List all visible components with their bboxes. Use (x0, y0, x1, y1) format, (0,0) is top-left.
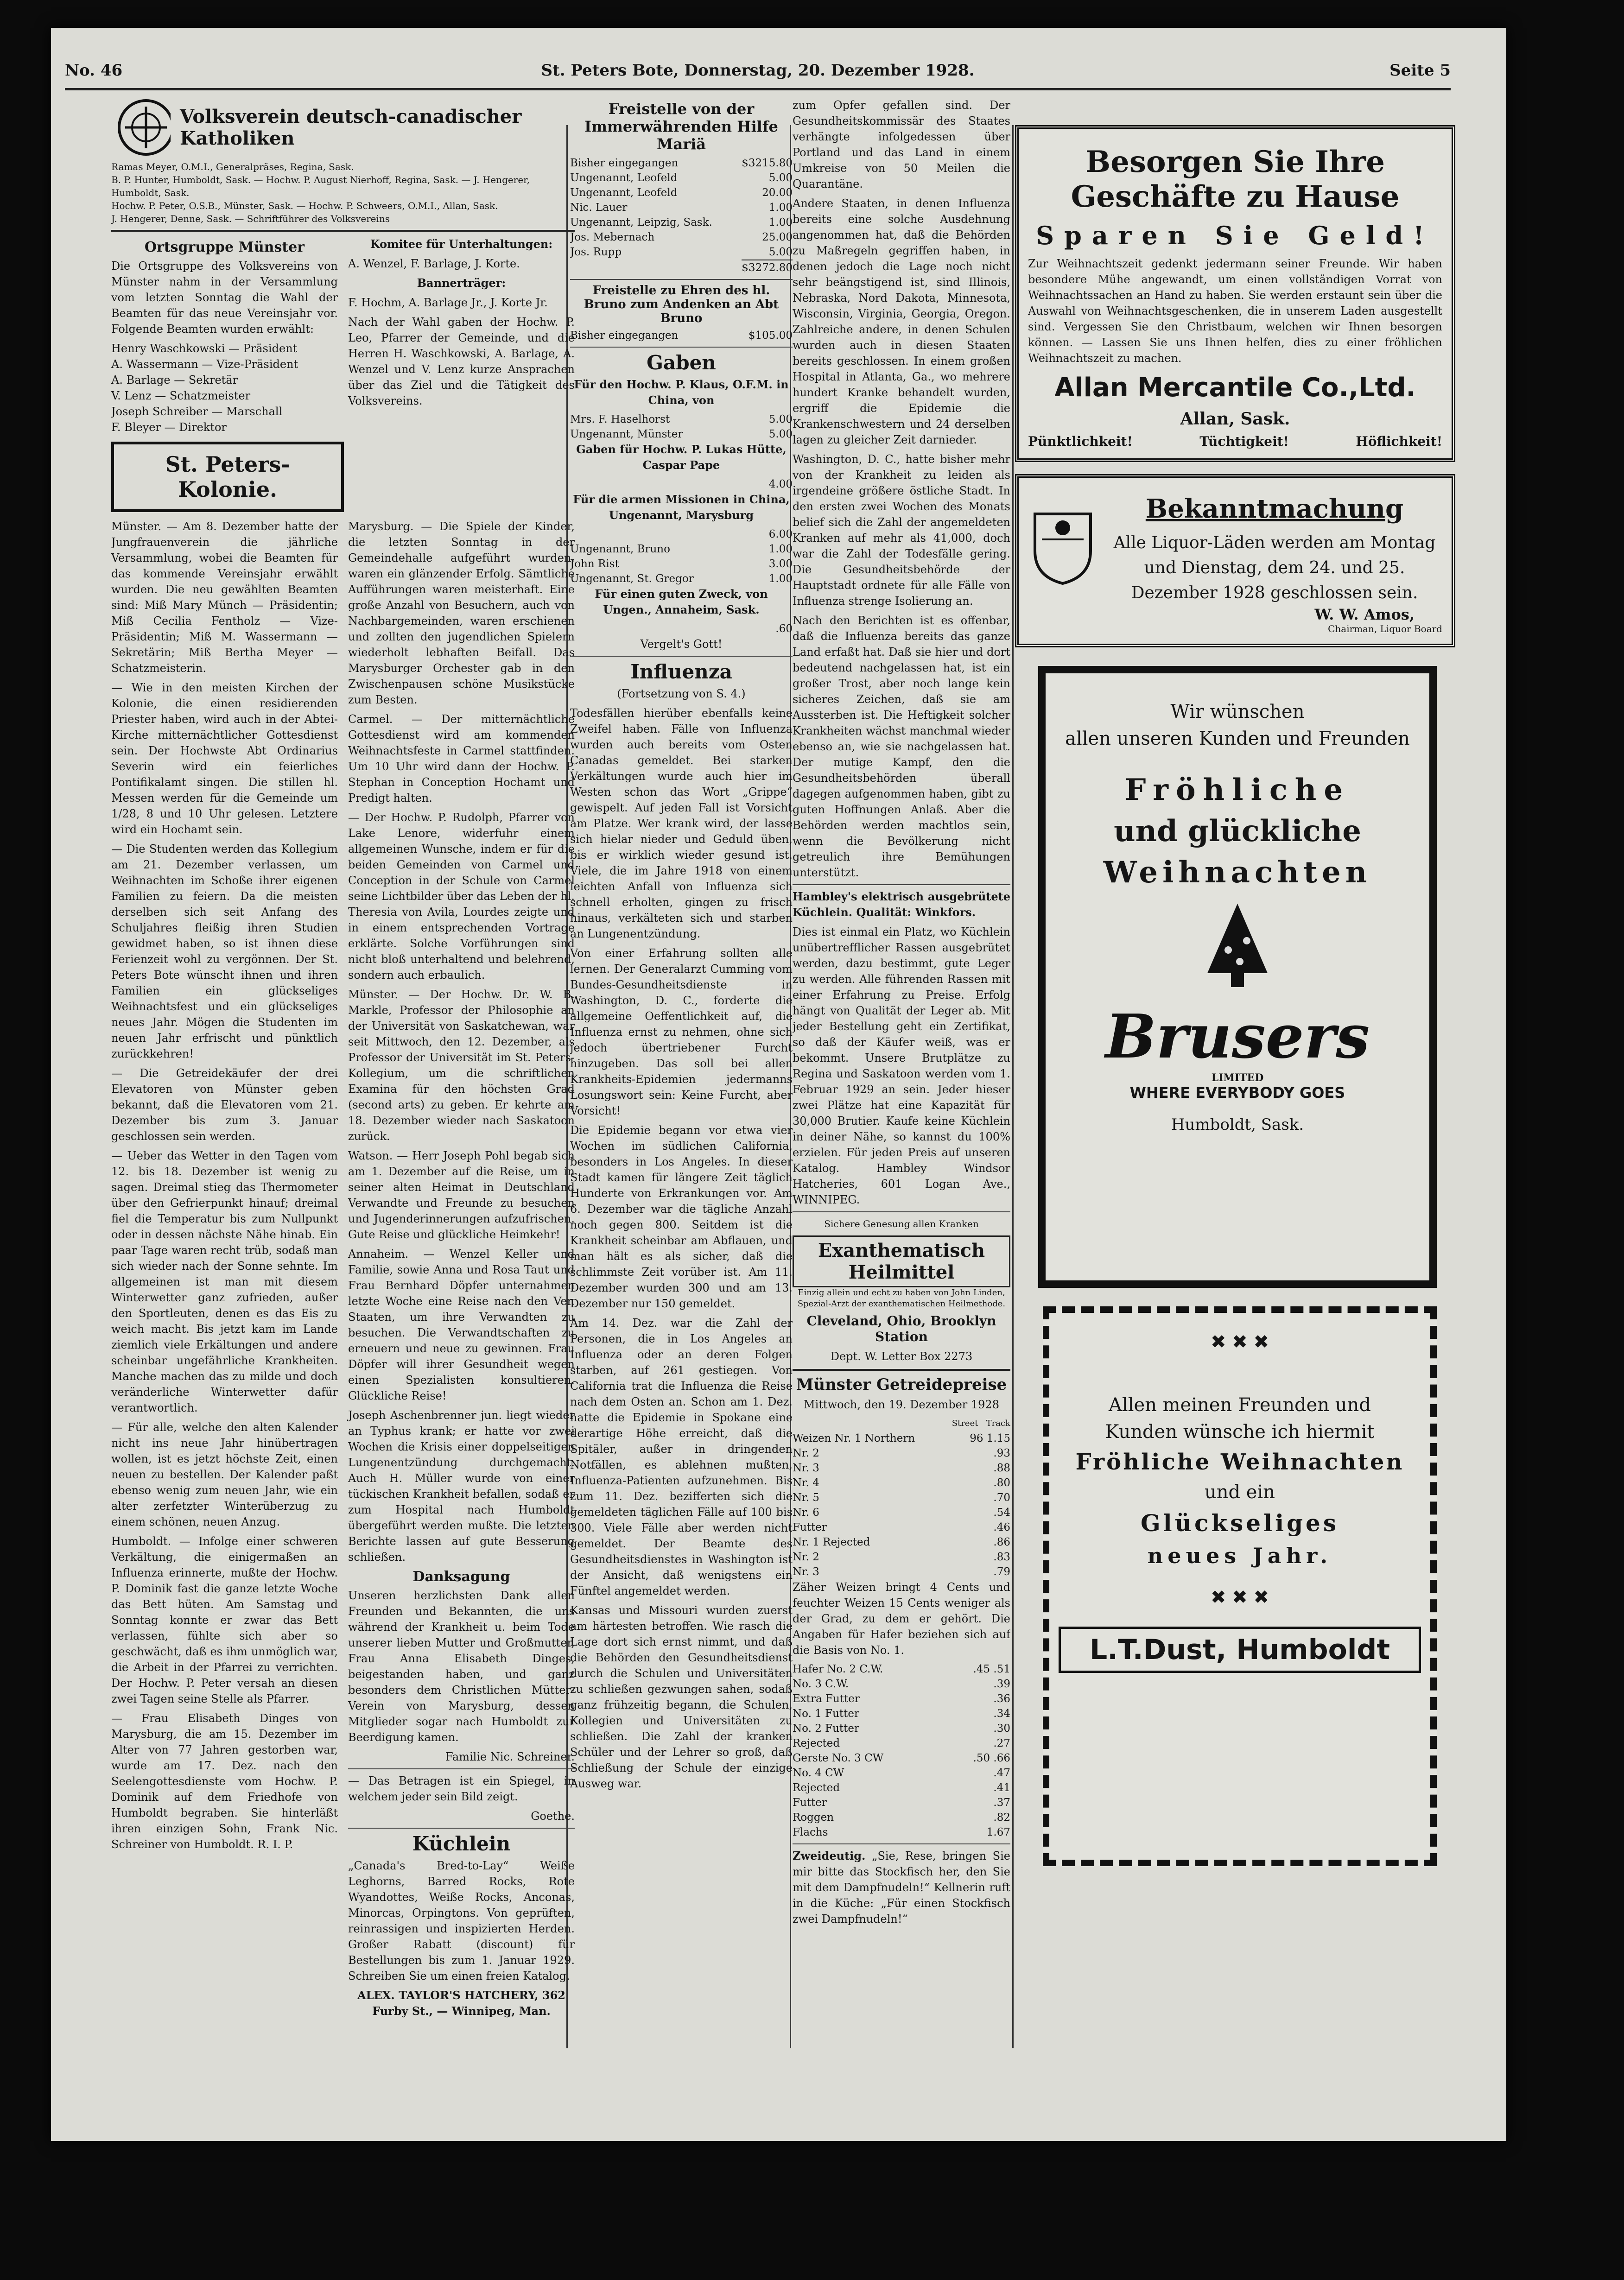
heilmittel-small: Einzig allein und echt zu haben von John Linden, Spezial-Arzt der exanthematischen Heilmethode. (797, 1288, 1006, 1309)
divider (793, 1369, 1010, 1371)
freistelle-row: Ungenannt, Leipzig, Sask. 1.00 (570, 216, 793, 228)
quote: — Das Betragen ist ein Spiegel, in welchem jeder sein Bild zeigt. (348, 1774, 575, 1803)
price-row: Roggen .82 (793, 1811, 1010, 1824)
preise-table-2 (793, 1662, 1010, 1840)
kolonie-para: Carmel. — Der mitternächtliche Gottesdienst wird am kommenden Weihnachtsfeste in Carmel stattfinden. Um 10 Uhr wird dann der Hochw. P. Stephan in Conception Hochamt und Predigt halten. (348, 713, 575, 804)
allan-text: Zur Weihnachtszeit gedenkt jedermann seiner Freunde. Wir haben besondere Mühe angewandt, um einen vollständigen Vorrat von Weihnachtssachen an Hand zu haben. Sie werden erstaunt sein über die Auswahl von Weihnachtsgeschenken, die in unserem Laden ausgestellt sind. Vergessen Sie den Christbaum, welchen wir Ihnen besorgen können. — Lassen Sie uns Ihnen helfen, dies zu einer fröhlichen Weihnachtszeit zu machen. (1028, 257, 1442, 365)
officer: A. Barlage — Sekretär (111, 374, 238, 386)
price-row: Futter .37 (793, 1797, 1010, 1809)
gaben-row: Ungenannt, Münster 5.00 (570, 428, 793, 440)
influenza-subtitle: (Fortsetzung von S. 4.) (617, 687, 746, 700)
brusers-froehliche: Fröhliche (1124, 773, 1351, 807)
allan-name: Allan Mercantile Co.,Ltd. (1054, 373, 1416, 403)
price-row: Extra Futter .36 (793, 1693, 1010, 1705)
liquor-text: Alle Liquor-Läden werden am Montag und Dienstag, dem 24. und 25. Dezember 1928 geschlossen sein. (1113, 533, 1436, 602)
freistelle-row: Nic. Lauer 1.00 (570, 202, 793, 214)
hambley-title: Hambley's elektrisch ausgebrütete Küchlein. Qualität: Winkfors. (793, 890, 1010, 919)
price-row: Nr. 2 .93 (793, 1447, 1010, 1459)
allan-title: Besorgen Sie Ihre Geschäfte zu Hause (1071, 145, 1400, 214)
price-row: Weizen Nr. 1 Northern 96 1.15 (793, 1432, 1010, 1444)
divider (570, 347, 793, 348)
price-row: Nr. 5 .70 (793, 1492, 1010, 1504)
gaben-head: Gaben für Hochw. P. Lukas Hütte, Caspar Pape (576, 443, 787, 472)
dust-name: L.T.Dust, Humboldt (1059, 1627, 1421, 1673)
price-row: Nr. 4 .80 (793, 1477, 1010, 1489)
freistelle-row: Jos. Rupp 5.00 (570, 246, 793, 258)
volksverein-officers (111, 160, 575, 225)
heilmittel-title: Exanthematisch Heilmittel (793, 1235, 1010, 1287)
zweidentig-text: „Sie, Rese, bringen Sie mir bitte das Stockfisch her, den Sie mit dem Dampfnudeln!“ Kellnerin ruft in die Küche: „Für einen Stockfisch zwei Dampfnudeln!“ (793, 1849, 1010, 1925)
brusers-gluckliche: und glückliche (1114, 814, 1361, 849)
price-row: No. 4 CW .47 (793, 1767, 1010, 1779)
kolonie-para: Humboldt. — Infolge einer schweren Verkältung, die einigermaßen an Influenza erinnerte, mußte der Hochw. P. Dominik fast die ganze letzte Woche das Bett hüten. Am Samstag und Sonntag konnte er zwar das Bett verlassen, fühlte sich aber so geschwächt, daß es ihm unmöglich war, die Arbeit in der Pfarrei zu verrichten. Der Hochw. P. Peter versah an diesen zwei Tagen seine Stelle als Pfarrer. (111, 1535, 338, 1705)
dust-line2: Kunden wünsche ich hiermit (1105, 1421, 1375, 1443)
banner-names: F. Hochm, A. Barlage Jr., J. Korte Jr. (348, 296, 548, 309)
hambley-text: Dies ist einmal ein Platz, wo Küchlein unübertrefflicher Rassen ausgebrütet werden, dazu bestimmt, gute Leger zu werden. Alle führenden Rassen mit einer Erfahrung zu Preise. Erfolg hängt von Qualität der Leger ab. Mit jeder Bestellung geht ein Zertifikat, so daß der Käufer weiß, was er bekommt. Unsere Brutplätze zu Regina und Saskatoon werden vom 1. Februar 1929 an sein. Jeder hieser zwei Plätze hat eine Kapazität für 30,000 Brutier. Kaufe keine Küchlein in deiner Nähe, so kannst du 100% erzielen. Für jeden Preis auf unseren Katalog. Hambley Windsor Hatcheries, 601 Logan Ave., WINNIPEG. (793, 925, 1010, 1206)
volksverein-line: B. P. Hunter, Humboldt, Sask. — Hochw. P. August Nierhoff, Regina, Sask. — J. Hengerer, Humboldt, Sask. (111, 174, 530, 198)
kolonie-para: — Frau Elisabeth Dinges von Marysburg, die am 15. Dezember im Alter von 77 Jahren gestorben war, wurde am 17. Dez. nach den Seelengottesdienste vom Hochw. P. Dominik auf dem Friedhofe von Humboldt begraben. Sie hinterläßt ihren einzigen Sohn, Frank Nic. Schreiner von Humboldt. R. I. P. (111, 1712, 338, 1851)
price-row: Flachs 1.67 (793, 1826, 1010, 1838)
preise-col-heads: Street Track (952, 1419, 1010, 1428)
dust-line6: neues Jahr. (1147, 1543, 1332, 1568)
kolonie-para: Watson. — Herr Joseph Pohl begab sich am 1. Dezember auf die Reise, um in seiner alten Heimat in Deutschland Verwandte und Freunde zu besuchen und Jugenderinnerungen aufzufrischen. Gute Reise und glückliche Heimkehr! (348, 1149, 575, 1241)
kolonie-para: — Wie in den meisten Kirchen der Kolonie, die einen residierenden Priester haben, wird auch in der Abtei-Kirche mitternächtlicher Gottesdienst sein. Der Hochwste Abt Ordinarius Severin wird ein feierliches Pontifikalamt singen. Die stillen hl. Messen werden für die Gemeinde um 1/28, 8 und 10 Uhr gelesen. Letztere wird ein Hochamt sein. (111, 681, 338, 836)
crest-icon (1028, 507, 1097, 586)
price-row: Rejected .41 (793, 1782, 1010, 1794)
divider (793, 1843, 1010, 1844)
divider (570, 279, 793, 280)
influenza-title: Influenza (630, 660, 732, 683)
volksverein-line: J. Hengerer, Denne, Sask. — Schriftführer des Volksvereins (111, 213, 390, 224)
allan-slogans: Pünktlichkeit! Tüchtigkeit! Höflichkeit! (1028, 434, 1442, 449)
price-row: Nr. 6 .54 (793, 1507, 1010, 1519)
kolonie-para: — Für alle, welche den alten Kalender nicht ins neue Jahr hinübertragen wollen, ist es jetzt höchste Zeit, einen neuen zu bestellen. Der Kalender paßt ebenso wenig zum neuen Jahr, wie ein alter zerfetzter Winterüberzug zu einem schönen, neuen Anzug. (111, 1421, 338, 1528)
brusers-limited: LIMITED (1211, 1072, 1264, 1084)
divider (793, 1211, 1010, 1212)
officer: F. Bleyer — Direktor (111, 421, 227, 434)
volksverein-title: Volksverein deutsch-canadischer Katholiken (179, 106, 522, 149)
col3-para: Nach den Berichten ist es offenbar, daß die Influenza bereits das ganze Land erfaßt hat. Daß sie hier und dort bedeutend nachgelassen hat, ist ein großer Trost, aber noch lange kein sicheres Zeichen, daß sie am Aussterben ist. Die Heftigkeit solcher Krankheiten wächst manchmal wieder ebenso an, wie sie nachgelassen hat. Der mutige Kampf, den die Gesundheitsbehörden überall dagegen aufgenommen haben, gibt zu guten Hoffnungen Anlaß. Aber die Behörden werden machtlos sein, wenn die Bevölkerung nicht getreulich ihre Bemühungen unterstützt. (793, 614, 1010, 879)
divider (570, 656, 793, 657)
dust-stars: ✖ ✖ ✖ (1211, 1331, 1269, 1353)
influenza-para: Kansas und Missouri wurden zuerst am härtesten betroffen. Wie rasch die Lage dort sich ernst nimmt, und daß die Behörden den Gesundheitsdienst durch die Schulen und Universitäten zu schließen gezwungen sahen, sodaß ganz frühzeitig begann, die Schulen, Kollegien und Universitäten zu schließen. Die Zahl der kranken Schüler und der Lehrer so groß, daß Schließung der Schule der einzige Ausweg war. (570, 1604, 793, 1790)
price-row: No. 1 Futter .34 (793, 1708, 1010, 1720)
kuechlein-title: Küchlein (412, 1832, 511, 1855)
heilmittel-top: Sichere Genesung allen Kranken (824, 1218, 979, 1229)
column-rule (1012, 125, 1014, 2048)
brusers-logo: Brusers (1105, 1001, 1370, 1072)
kolonie-columns (111, 519, 575, 2023)
brusers-weihnachten: Weihnachten (1103, 855, 1372, 890)
liquor-title: Bekanntmachung (1145, 494, 1404, 524)
brusers-customers: allen unseren Kunden und Freunden (1065, 728, 1410, 749)
price-row: Hafer No. 2 C.W. .45 .51 (793, 1663, 1010, 1675)
danksagung-sign: Familie Nic. Schreiner. (445, 1750, 575, 1763)
gaben-row: 6.00 (768, 528, 793, 540)
liquor-name: W. W. Amos, (1314, 606, 1415, 623)
kolonie-para: Joseph Aschenbrenner jun. liegt wieder an Typhus krank; er hatte vor zwei Wochen die Krisis einer doppelseitigen Lungenentzündung durchgemacht. Auch H. Müller wurde von einer tückischen Krankheit befallen, sodaß er zum Hospital nach Humboldt übergeführt werden mußte. Die letzten Berichte lassen auf gute Besserung schließen. (348, 1409, 575, 1564)
kolonie-para: Münster. — Am 8. Dezember hatte der Jungfrauenverein die jährliche Versammlung, wobei die Beamten für das kommende Vereinsjahr erwählt wurden. Die neu gewählten Beamten sind: Miß Mary Münch — Präsidentin; Miß Cecilia Fentholz — Vize-Präsidentin; Miß M. Wassermann — Sekretärin; Miß Bertha Meyer — Schatzmeisterin. (111, 520, 338, 675)
freistelle-list (570, 156, 793, 260)
kolonie-para: Annaheim. — Wenzel Keller und Familie, sowie Anna und Rosa Taut und Frau Bernhard Döpfer unternahmen letzte Woche eine Reise nach den Ver. Staaten, um ihre Verwandten zu besuchen. Die Verwandtschaften zu erneuern und neue zu gewinnen. Frau Döpfer will ihrer Gesundheit wegen einen Spezialisten konsultieren. Glückliche Reise! (348, 1248, 575, 1402)
dust-ad (1043, 1306, 1437, 1866)
kolonie-title-box (111, 442, 344, 512)
gaben-row: Mrs. F. Haselhorst 5.00 (570, 413, 793, 425)
masthead-line: St. Peters Bote, Donnerstag, 20. Dezember 1928. (541, 61, 975, 80)
bruno-row: Bisher eingegangen $105.00 (570, 329, 793, 342)
kuechlein-text: „Canada's Bred-to-Lay“ Weiße Leghorns, Barred Rocks, Rote Wyandottes, Weiße Rocks, Anconas, Minorcas, Orpingtons. Von geprüften, reinrassigen und inspizierten Herden. Großer Rabatt (discount) für Bestellungen bis zum 1. Januar 1929. Schreiben Sie um einen freien Katalog. (348, 1859, 575, 1982)
gaben-row: Ungenannt, Bruno 1.00 (570, 543, 793, 555)
divider (348, 1768, 575, 1769)
freistelle-row: Ungenannt, Leofeld 20.00 (570, 187, 793, 199)
brusers-wish: Wir wünschen (1170, 701, 1305, 722)
kolonie-para: Marysburg. — Die Spiele der Kinder, die letzten Sonntag in der Gemeindehalle aufgeführt wurden, waren ein glänzender Erfolg. Sämtliche Aufführungen waren meisterhaft. Eine große Anzahl von Besuchern, auch von Nachbargemeinden, waren erschienen und zollten den jugendlichen Spielern wiederholt lebhaften Beifall. Das Marysburger Orchester gab in den Zwischenpausen schöne Musikstücke zum Besten. (348, 520, 575, 706)
price-row: Nr. 3 .79 (793, 1566, 1010, 1578)
gaben-head: Für den Hochw. P. Klaus, O.F.M. in China, von (574, 378, 789, 407)
officer: Henry Waschkowski — Präsident (111, 342, 298, 355)
freistelle-row: Ungenannt, Leofeld 5.00 (570, 172, 793, 184)
quote-author: Goethe. (531, 1810, 575, 1823)
danksagung-title: Danksagung (412, 1569, 510, 1585)
kuechlein-address: ALEX. TAYLOR'S HATCHERY, 362 Furby St., — Winnipeg, Man. (357, 1989, 565, 2018)
column-kolonie (111, 97, 575, 2023)
officer: V. Lenz — Schatzmeister (111, 389, 251, 402)
dust-line5: Glückseliges (1140, 1509, 1339, 1537)
gaben-head: Für einen guten Zweck, von Ungen., Annaheim, Sask. (595, 587, 768, 616)
gaben-row: John Rist 3.00 (570, 558, 793, 570)
divider (348, 1828, 575, 1829)
liquor-role: Chairman, Liquor Board (1328, 623, 1442, 634)
brusers-ad (1038, 666, 1437, 1288)
influenza-para: Todesfällen hierüber ebenfalls keine Zweifel haben. Fälle von Influenza wurden auch bereits vom Osten Canadas gemeldet. Bei starken Verkältungen wurde auch hier im Westen schon das Wort „Grippe“ gewispelt. Auf jeden Fall ist Vorsicht am Platze. Wer krank wird, der lasse sich hielar nieder und Geduld üben, bis er wirklich wieder gesund ist. Viele, die im Jahre 1918 von einem leichten Anfall von Influenza sich schnell erholten, gingen zu frisch hinaus, verkälteten sich und starben an Lungenentzündung. (570, 707, 793, 940)
komitee-title: Komitee für Unterhaltungen: (370, 237, 553, 251)
ortsgruppe-title: Ortsgruppe Münster (144, 239, 305, 255)
kolonie-title: St. Peters-Kolonie. (165, 452, 290, 502)
gaben-title: Gaben (647, 351, 716, 374)
volksverein-line: Ramas Meyer, O.M.I., Generalpräses, Regina, Sask. (111, 161, 354, 172)
officer: A. Wassermann — Vize-Präsident (111, 358, 298, 371)
brusers-slogan: WHERE EVERYBODY GOES (1129, 1084, 1345, 1102)
heilmittel-address: Cleveland, Ohio, Brooklyn Station (806, 1313, 996, 1344)
danksagung-text: Unseren herzlichsten Dank allen Freunden und Bekannten, die uns während der Krankheit u. beim Tode unserer lieben Mutter und Großmutter, Frau Anna Elisabeth Dinges, beigestanden haben, und ganz besonders dem Christlichen Mütter-Verein von Marysburg, dessen Mitglieder sogar nach Humboldt zur Beerdigung kamen. (348, 1589, 575, 1744)
ortsgruppe-section (111, 236, 575, 435)
col3-para: Andere Staaten, in denen Influenza bereits eine solche Ausdehnung angenommen hat, daß die Behörden zu Maßregeln gegriffen haben, in denen jedoch die Lage noch nicht sehr beängstigend ist, sind Illinois, Nebraska, Nord Dakota, Minnesota, Wisconsin, Virginia, Georgia, Oregon. Zahlreiche andere, in denen Schulen wurden auch in diesen Staaten bereits geschlossen. In einem großen Hospital in Atlanta, Ga., wo mehrere hundert Kranke behandelt wurden, ergriff die Epidemie die Krankenschwestern und 24 derselben lagen zu gleicher Zeit darnieder. (793, 197, 1010, 446)
divider (793, 884, 1010, 885)
preise-note: Zäher Weizen bringt 4 Cents und feuchter Weizen 15 Cents weniger als der Grad, zu dem er gehört. Die Angaben für Hafer beziehen sich auf die Basis von No. 1. (793, 1581, 1010, 1657)
influenza-para: Am 14. Dez. war die Zahl der Personen, die in Los Angeles an Influenza oder an deren Folgen starben, auf 261 gestiegen. Von California trat die Influenza die Reise nach dem Osten an. Schon am 1. Dez. hatte die Epidemie in Spokane eine derartige Höhe erreicht, daß die Spitäler, außer in dringenden Notfällen, es ablehnen mußten, Influenza-Patienten aufzunehmen. Bis zum 11. Dez. bezifferten sich die gemeldeten täglichen Fälle auf 100 bis 300. Viele Fälle aber werden nicht gemeldet. Der Beamte des Gesundheitsdienstes in Washington ist der Ansicht, daß wenigstens ein Fünftel angemeldet werden. (570, 1317, 793, 1597)
kolonie-para: — Ueber das Wetter in den Tagen vom 12. bis 18. Dezember ist wenig zu sagen. Dreimal stieg das Thermometer über den Gefrierpunkt hinauf; dreimal fiel die Temperatur bis zum Nullpunkt oder in dessen nächste Nähe hinab. Ein paar Tage waren recht trüb, sodaß man sich wieder nach der Sonne sehnte. Im allgemeinen ist man mit diesem Winterwetter ganz zufrieden, außer den Sportleuten, denen es das Eis zu weich macht. Bis jetzt kam im Lande ziemlich viele Erkältungen und andere scheinbar ungefährliche Krankheiten. Manche machen das zu milde und doch veränderliche Winterwetter dafür verantwortlich. (111, 1149, 338, 1414)
column-influenza (793, 97, 1010, 1931)
preise-date: Mittwoch, den 19. Dezember 1928 (804, 1398, 999, 1411)
price-row: Nr. 3 .88 (793, 1462, 1010, 1474)
gaben-thanks: Vergelt's Gott! (640, 638, 723, 651)
volksverein-line: Hochw. P. Peter, O.S.B., Münster, Sask. — Hochw. P. Schweers, O.M.I., Allan, Sask. (111, 200, 498, 211)
volksverein-header (111, 97, 575, 158)
column-gaben (570, 97, 793, 1795)
ortsgruppe-after: Nach der Wahl gaben der Hochw. P. Leo, Pfarrer der Gemeinde, und die Herren H. Waschkowski, A. Barlage, A. Wenzel und V. Lenz kurze Ansprachen über das Ziel und die Tätigkeit des Volksvereins. (348, 316, 575, 407)
col3-para: Washington, D. C., hatte bisher mehr von der Krankheit zu leiden als irgendeine größere östliche Stadt. In den ersten zwei Wochen des Monats belief sich die Zahl der angemeldeten Kranken auf mehr als 41,000, doch war die Zahl der Todesfälle gering. Die Gesundheitsbehörde der Hauptstadt ordnete für alle Fälle von Influenza strenge Isolierung an. (793, 453, 1010, 608)
bruno-title: Freistelle zu Ehren des hl. Bruno zum Andenken an Abt Bruno (584, 284, 779, 325)
total-value: $3272.80 (742, 260, 793, 275)
kolonie-para: — Die Getreidekäufer der drei Elevatoren von Münster geben bekannt, daß die Elevatoren vom 21. Dezember bis zum 3. Januar geschlossen sein werden. (111, 1067, 338, 1143)
allan-mercantile-ad (1015, 125, 1455, 462)
ortsgruppe-intro: Die Ortsgruppe des Volksvereins von Münster nahm in der Versammlung vom letzten Sonntag die Wahl der Beamten für das neue Vereinsjahr vor. Folgende Beamten wurden erwählt: (111, 260, 338, 336)
gaben-row: 4.00 (768, 478, 793, 490)
christmas-tree-icon (1200, 899, 1275, 992)
kolonie-para: — Der Hochw. P. Rudolph, Pfarrer von Lake Lenore, widerfuhr einem allgemeinen Wunsche, indem er für die beiden Gemeinden von Carmel und Conception in der Schule von Carmel seine Lichtbilder über das Leben der hl. Theresia von Avila, Lourdes zeigte und in einem entsprechenden Vortrage erklärte. Solche Vorführungen sind nicht bloß unterhaltend und belehrend, sondern auch erbaulich. (348, 811, 575, 982)
price-row: Nr. 2 .83 (793, 1551, 1010, 1563)
page-header (65, 56, 1451, 90)
dust-line4: und ein (1204, 1482, 1275, 1503)
price-row: Gerste No. 3 CW .50 .66 (793, 1752, 1010, 1764)
freistelle-row: Bisher eingegangen $3215.80 (570, 157, 793, 169)
column-ads (1015, 97, 1455, 1866)
price-row: Rejected .27 (793, 1737, 1010, 1749)
price-row: No. 2 Futter .30 (793, 1723, 1010, 1735)
preise-table (793, 1431, 1010, 1579)
page-number: Seite 5 (1389, 61, 1451, 80)
preise-title: Münster Getreidepreise (796, 1375, 1007, 1394)
banner-title: Bannerträger: (417, 276, 506, 290)
gaben-list (570, 377, 793, 636)
gaben-row: .60 (775, 623, 793, 635)
freistelle-row: Jos. Mebernach 25.00 (570, 231, 793, 243)
kolonie-para: — Die Studenten werden das Kollegium am 21. Dezember verlassen, um Weihnachten im Schoße ihrer eigenen Familien zu feiern. Da die meisten derselben sich seit Anfang des Schuljahres fleißig ihren Studien gewidmet haben, so ist ihnen diese Ferienzeit wohl zu vergönnen. Der St. Peters Bote wünscht ihnen und ihren Familien ein glückseliges Weihnachtsfest und ein glückseliges neues Jahr. Mögen die Studenten im neuen Jahr erfrischt und pünktlich zurückkehren! (111, 842, 338, 1060)
dust-stars-2: ✖ ✖ ✖ (1211, 1587, 1269, 1608)
gaben-head: Für die armen Missionen in China, Ungenannt, Marysburg (573, 493, 790, 522)
dust-line3: Fröhliche Weihnachten (1075, 1449, 1404, 1475)
divider (111, 230, 575, 232)
komitee-names: A. Wenzel, F. Barlage, J. Korte. (348, 257, 520, 270)
freistelle-total (570, 260, 793, 275)
freistelle-title: Freistelle von der Immerwährenden Hilfe Mariä (584, 100, 778, 153)
price-row: Futter .46 (793, 1521, 1010, 1533)
influenza-para: Die Epidemie begann vor etwa vier Wochen im südlichen California, besonders in Los Angeles. In dieser Stadt kamen für längere Zeit täglich Hunderte von Erkrankungen vor. Am 6. Dezember war die tägliche Anzahl noch gegen 800. Seitdem ist die Krankheit scheinbar am Abflauen, und man hält es als sicher, daß die schlimmste Zeit vorüber ist. Am 11. Dezember wurden 300 und am 13. Dezember nur 150 gemeldet. (570, 1124, 793, 1310)
influenza-para: Von einer Erfahrung sollten alle lernen. Der Generalarzt Cumming vom Bundes-Gesundheitsdienste in Washington, D. C., forderte die allgemeine Oeffentlichkeit auf, die Influenza ernst zu nehmen, ohne sich jedoch übertriebener Furcht hinzugeben. Das soll bei allen Krankheits-Epidemien jedermanns Losungswort sein: Keine Furcht, aber Vorsicht! (570, 947, 793, 1117)
issue-number: No. 46 (65, 61, 123, 80)
liquor-board-ad (1015, 474, 1455, 647)
kolonie-para: Münster. — Der Hochw. Dr. W. B. Markle, Professor der Philosophie an der Universität von Saskatchewan, war seit Mittwoch, den 12. Dezember, als Professor der Universität im St. Peters-Kollegium, um die schriftlichen Examina für den höchsten Grad (second arts) zu geben. Er kehrte am 18. Dezember wieder nach Saskatoon zurück. (348, 988, 575, 1143)
price-row: Nr. 1 Rejected .86 (793, 1536, 1010, 1548)
col3-para: zum Opfer gefallen sind. Der Gesundheitskommissär des Staates verhängte infolgedessen über Portland und das Land in einem Umkreise von 50 Meilen die Quarantäne. (793, 99, 1010, 190)
heilmittel-box: Dept. W. Letter Box 2273 (830, 1350, 973, 1363)
allan-spaced: Sparen Sie Geld! (1036, 221, 1434, 250)
zweidentig-title: Zweideutig. (793, 1849, 866, 1862)
dust-line1: Allen meinen Freunden und (1109, 1394, 1371, 1416)
price-row: No. 3 C.W. .39 (793, 1678, 1010, 1690)
brusers-place: Humboldt, Sask. (1171, 1115, 1304, 1134)
officer: Joseph Schreiber — Marschall (111, 405, 283, 418)
allan-place: Allan, Sask. (1180, 409, 1290, 429)
volksverein-emblem-icon (111, 97, 171, 158)
gaben-row: Ungenannt, St. Gregor 1.00 (570, 573, 793, 585)
